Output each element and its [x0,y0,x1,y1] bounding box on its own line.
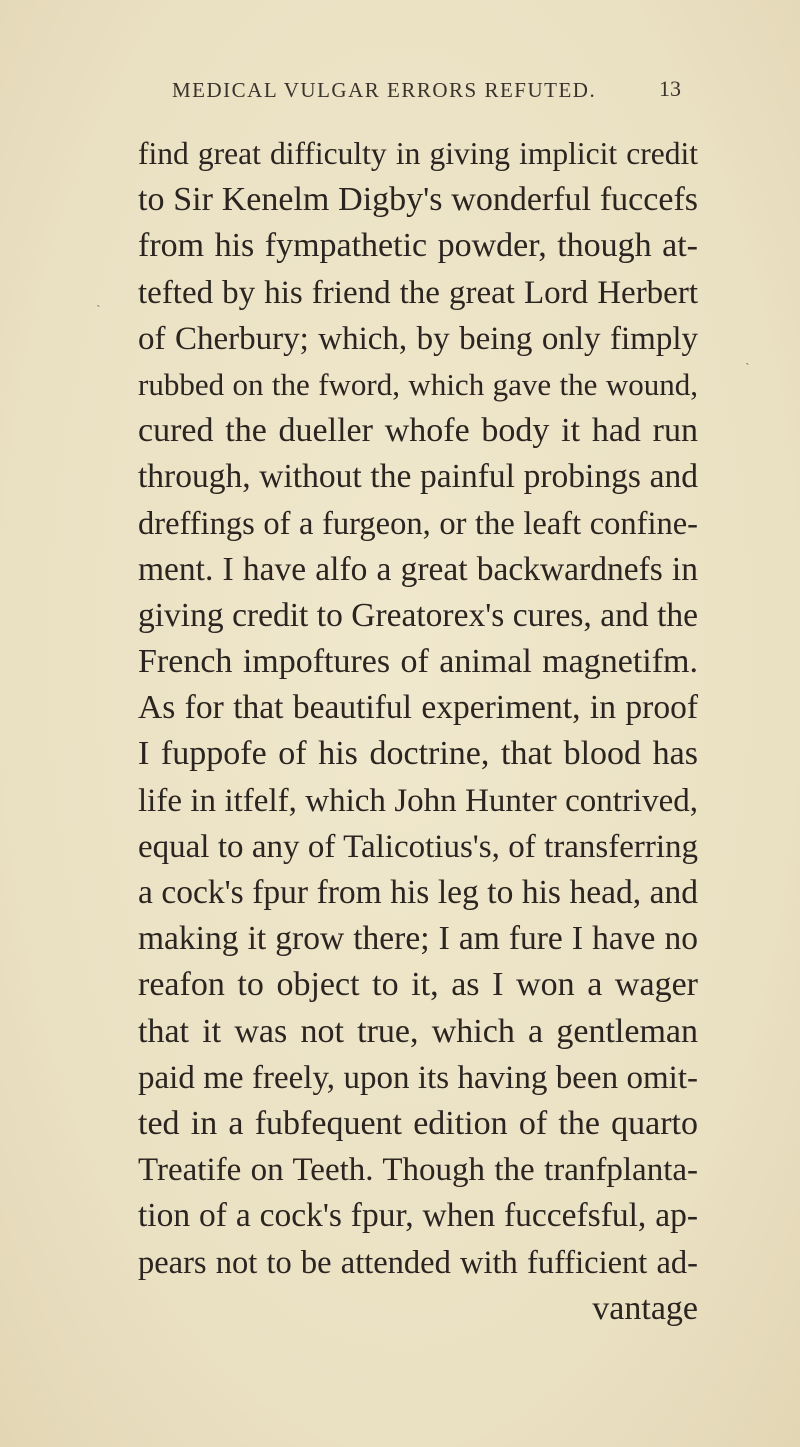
text-line: As for that beautiful experiment, in proof [138,689,698,727]
text-line: dreffings of a furgeon, or the leaft confine- [138,505,698,542]
body-text [138,131,698,1332]
text-line: from his fympathetic powder, though at- [138,227,698,265]
catchword: vantage [592,1289,698,1327]
margin-speck: ˴ [745,355,750,371]
text-line: giving credit to Greatorex's cures, and the [138,596,698,634]
text-line: a cock's fpur from his leg to his head, and [138,874,698,911]
margin-speck: ˴ [96,297,101,313]
text-line: French impoftures of animal magnetifm. [138,643,698,681]
text-line: through, without the painful probings and [138,458,698,496]
page-number: 13 [659,76,681,101]
text-line: paid me freely, upon its having been omit- [138,1059,698,1096]
text-line: reafon to object to it, as I won a wager [138,966,698,1004]
text-line: I fuppofe of his doctrine, that blood has [138,735,698,773]
text-line: rubbed on the fword, which gave the wound, [138,366,698,402]
running-head-title: MEDICAL VULGAR ERRORS REFUTED. [172,78,597,102]
text-line: cured the dueller whofe body it had run [138,412,698,450]
text-line: to Sir Kenelm Digby's wonderful fuccefs [138,181,698,219]
text-line: equal to any of Talicotius's, of transferring [138,828,698,865]
text-line: of Cherbury; which, by being only fimply [138,320,698,357]
text-line: that it was not true, which a gentleman [138,1012,698,1050]
text-line: life in itfelf, which John Hunter contrived, [138,782,698,819]
text-line: ted in a fubfequent edition of the quarto [138,1104,698,1142]
text-line: find great difficulty in giving implicit credit [138,136,698,171]
text-line: tion of a cock's fpur, when fuccefsful, ap- [138,1197,698,1235]
text-line: Treatife on Teeth. Though the tranfplanta- [138,1152,698,1189]
text-line: tefted by his friend the great Lord Herbert [138,274,698,311]
running-head [172,78,732,108]
text-line: making it grow there; I am fure I have no [138,920,698,958]
text-line: ment. I have alfo a great backwardnefs in [138,550,698,588]
text-line: pears not to be attended with fufficient ad- [138,1244,698,1281]
